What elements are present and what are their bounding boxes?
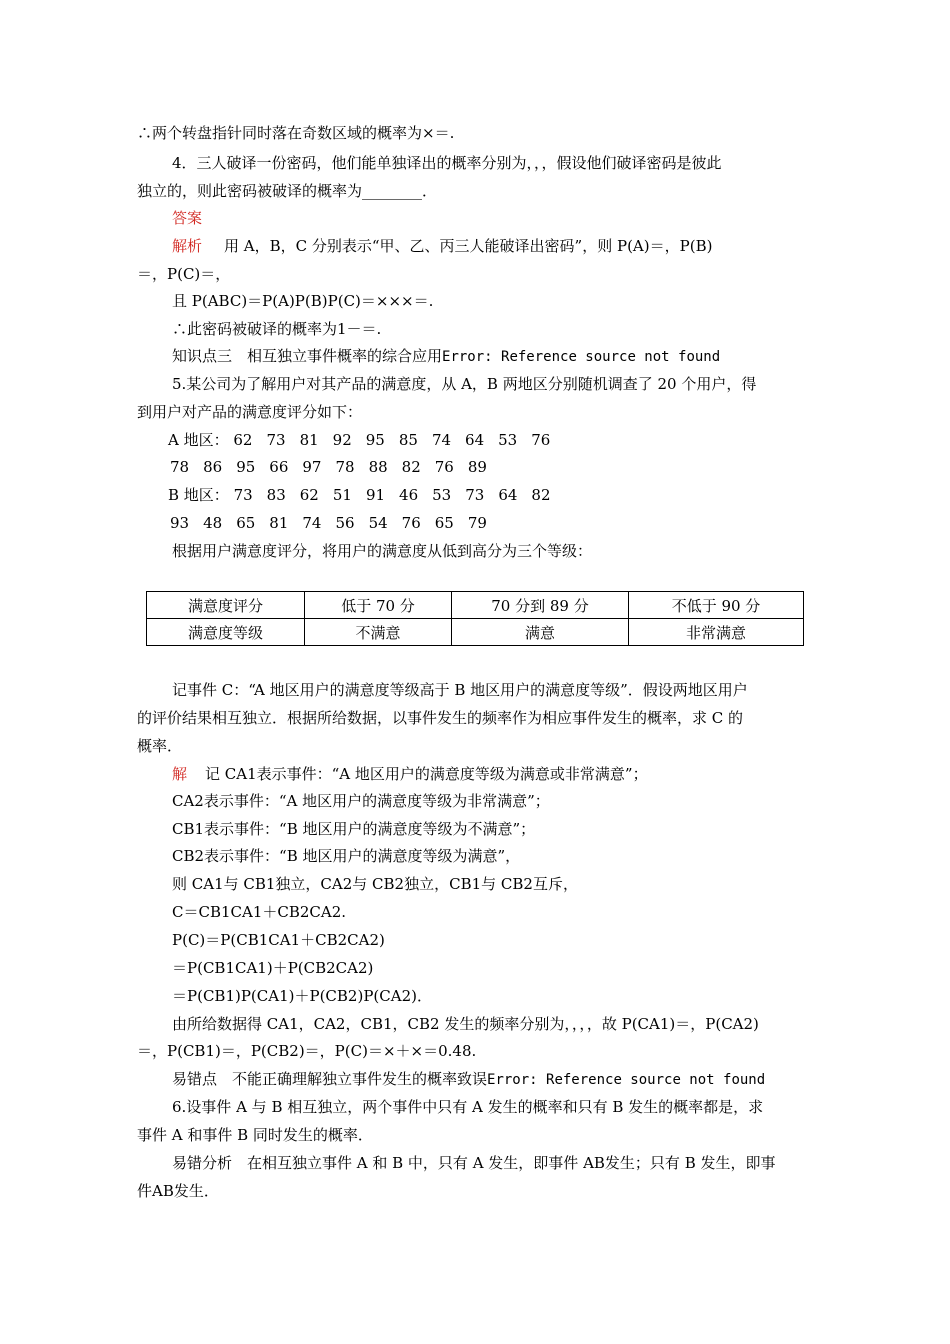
score: 53 — [498, 431, 518, 449]
question-5-line1: 5.某公司为了解用户对其产品的满意度，从 A，B 两地区分别随机调查了 20 个用户，得 — [172, 375, 757, 393]
satisfaction-table — [146, 591, 804, 646]
score: 62 — [233, 431, 253, 449]
grade-intro: 根据用户满意度评分，将用户的满意度从低到高分为三个等级： — [172, 542, 593, 560]
reference-error: Error: Reference source not found — [442, 349, 721, 365]
text-line: ∴两个转盘指针同时落在奇数区域的概率为×＝. — [137, 124, 455, 142]
reference-error: Error: Reference source not found — [487, 1072, 766, 1088]
error-analysis-line2: 件AB发生． — [137, 1182, 219, 1200]
b-region-row1 — [168, 485, 565, 505]
event-line2: 的评价结果相互独立．根据所给数据，以事件发生的频率作为相应事件发生的概率，求 C 的 — [137, 709, 744, 727]
score: 56 — [335, 514, 355, 532]
score: 64 — [465, 431, 485, 449]
table-cell: 满意 — [452, 619, 629, 646]
score: 83 — [266, 486, 286, 504]
score: 97 — [302, 458, 322, 476]
score: 79 — [467, 514, 487, 532]
analysis-line4: ∴此密码被破译的概率为1－＝. — [172, 320, 382, 338]
score: 76 — [531, 431, 551, 449]
score: 76 — [401, 514, 421, 532]
analysis-label: 解析 — [172, 237, 203, 255]
table-row — [147, 592, 804, 619]
b-region-label: B 地区： — [168, 486, 229, 504]
score: 88 — [368, 458, 388, 476]
score: 65 — [236, 514, 256, 532]
solution-line1 — [172, 764, 648, 784]
solution-line11: ＝，P(CB1)＝，P(CB2)＝，P(C)＝×＋×＝0.48. — [137, 1042, 477, 1060]
solution-text: 记 CA1表示事件：“A 地区用户的满意度等级为满意或非常满意”； — [205, 765, 648, 783]
event-line3: 概率． — [137, 737, 183, 755]
score: 78 — [335, 458, 355, 476]
table-cell: 非常满意 — [629, 619, 804, 646]
solution-line8: ＝P(CB1CA1)＋P(CB2CA2) — [172, 959, 374, 977]
score: 86 — [203, 458, 223, 476]
question-5-line2: 到用户对产品的满意度评分如下： — [137, 403, 363, 421]
b-region-row2 — [170, 513, 501, 533]
score: 81 — [299, 431, 319, 449]
table-cell: 不低于 90 分 — [629, 592, 804, 619]
question-4-line1: 4．三人破译一份密码，他们能单独译出的概率分别为，，，假设他们破译密码是彼此 — [172, 154, 722, 172]
score: 74 — [302, 514, 322, 532]
score: 91 — [365, 486, 386, 504]
a-region-label: A 地区： — [168, 431, 229, 449]
analysis-line3: 且 P(ABC)＝P(A)P(B)P(C)＝×××＝. — [172, 292, 434, 310]
table-cell: 70 分到 89 分 — [452, 592, 629, 619]
score: 82 — [401, 458, 421, 476]
a-region-row1 — [168, 430, 564, 450]
score: 78 — [170, 458, 190, 476]
score: 81 — [269, 514, 289, 532]
score: 76 — [434, 458, 454, 476]
score: 65 — [434, 514, 454, 532]
solution-line9: ＝P(CB1)P(CA1)＋P(CB2)P(CA2)． — [172, 987, 432, 1005]
table-cell: 不满意 — [305, 619, 452, 646]
question-4-line2: 独立的，则此密码被破译的概率为________． — [137, 182, 438, 200]
knowledge-point-title: 知识点三 相互独立事件概率的综合应用 — [172, 347, 443, 365]
error-point-title: 易错点 不能正确理解独立事件发生的概率致误 — [172, 1070, 488, 1088]
score: 73 — [266, 431, 286, 449]
score: 73 — [233, 486, 253, 504]
solution-line4: CB2表示事件：“B 地区用户的满意度等级为满意”， — [172, 847, 521, 865]
score: 74 — [431, 431, 452, 449]
table-cell: 满意度等级 — [147, 619, 305, 646]
solution-line3: CB1表示事件：“B 地区用户的满意度等级为不满意”； — [172, 820, 536, 838]
analysis-line2: ＝，P(C)＝， — [137, 265, 231, 283]
solution-line6: C＝CB1CA1＋CB2CA2. — [172, 903, 347, 921]
a-region-row2 — [170, 457, 501, 477]
knowledge-point-3 — [172, 346, 720, 367]
score: 51 — [332, 486, 352, 504]
table-cell: 低于 70 分 — [305, 592, 452, 619]
score: 95 — [236, 458, 256, 476]
score: 48 — [203, 514, 223, 532]
solution-line10: 由所给数据得 CA1，CA2，CB1，CB2 发生的频率分别为，，，，故 P(CA1)＝，P(CA2) — [172, 1015, 759, 1033]
score: 73 — [465, 486, 485, 504]
event-line1: 记事件 C：“A 地区用户的满意度等级高于 B 地区用户的满意度等级”．假设两地区用户 — [172, 681, 748, 699]
score: 85 — [398, 431, 418, 449]
score: 54 — [368, 514, 388, 532]
score: 92 — [332, 431, 352, 449]
answer-label: 答案 — [172, 209, 203, 227]
score: 64 — [498, 486, 518, 504]
score: 53 — [432, 486, 452, 504]
score: 66 — [269, 458, 289, 476]
score: 46 — [399, 486, 419, 504]
score: 95 — [365, 431, 385, 449]
question-6-line1: 6.设事件 A 与 B 相互独立，两个事件中只有 A 发生的概率和只有 B 发生的概率都是，求 — [172, 1098, 764, 1116]
question-6-line2: 事件 A 和事件 B 同时发生的概率． — [137, 1126, 373, 1144]
solution-label: 解 — [172, 765, 188, 783]
score: 62 — [299, 486, 319, 504]
analysis-line1 — [172, 236, 712, 256]
table-cell: 满意度评分 — [147, 592, 305, 619]
solution-line7: P(C)＝P(CB1CA1＋CB2CA2) — [172, 931, 385, 949]
solution-line2: CA2表示事件：“A 地区用户的满意度等级为非常满意”； — [172, 792, 550, 810]
solution-line5: 则 CA1与 CB1独立，CA2与 CB2独立，CB1与 CB2互斥， — [172, 875, 578, 893]
score: 89 — [467, 458, 487, 476]
error-analysis-line1: 易错分析 在相互独立事件 A 和 B 中，只有 A 发生，即事件 AB发生；只有 B 发生，即事 — [172, 1154, 776, 1172]
analysis-text: 用 A，B，C 分别表示“甲、乙、丙三人能破译出密码”，则 P(A)＝，P(B) — [224, 237, 713, 255]
table-row — [147, 619, 804, 646]
score: 82 — [531, 486, 551, 504]
error-point — [172, 1069, 765, 1090]
score: 93 — [170, 514, 190, 532]
